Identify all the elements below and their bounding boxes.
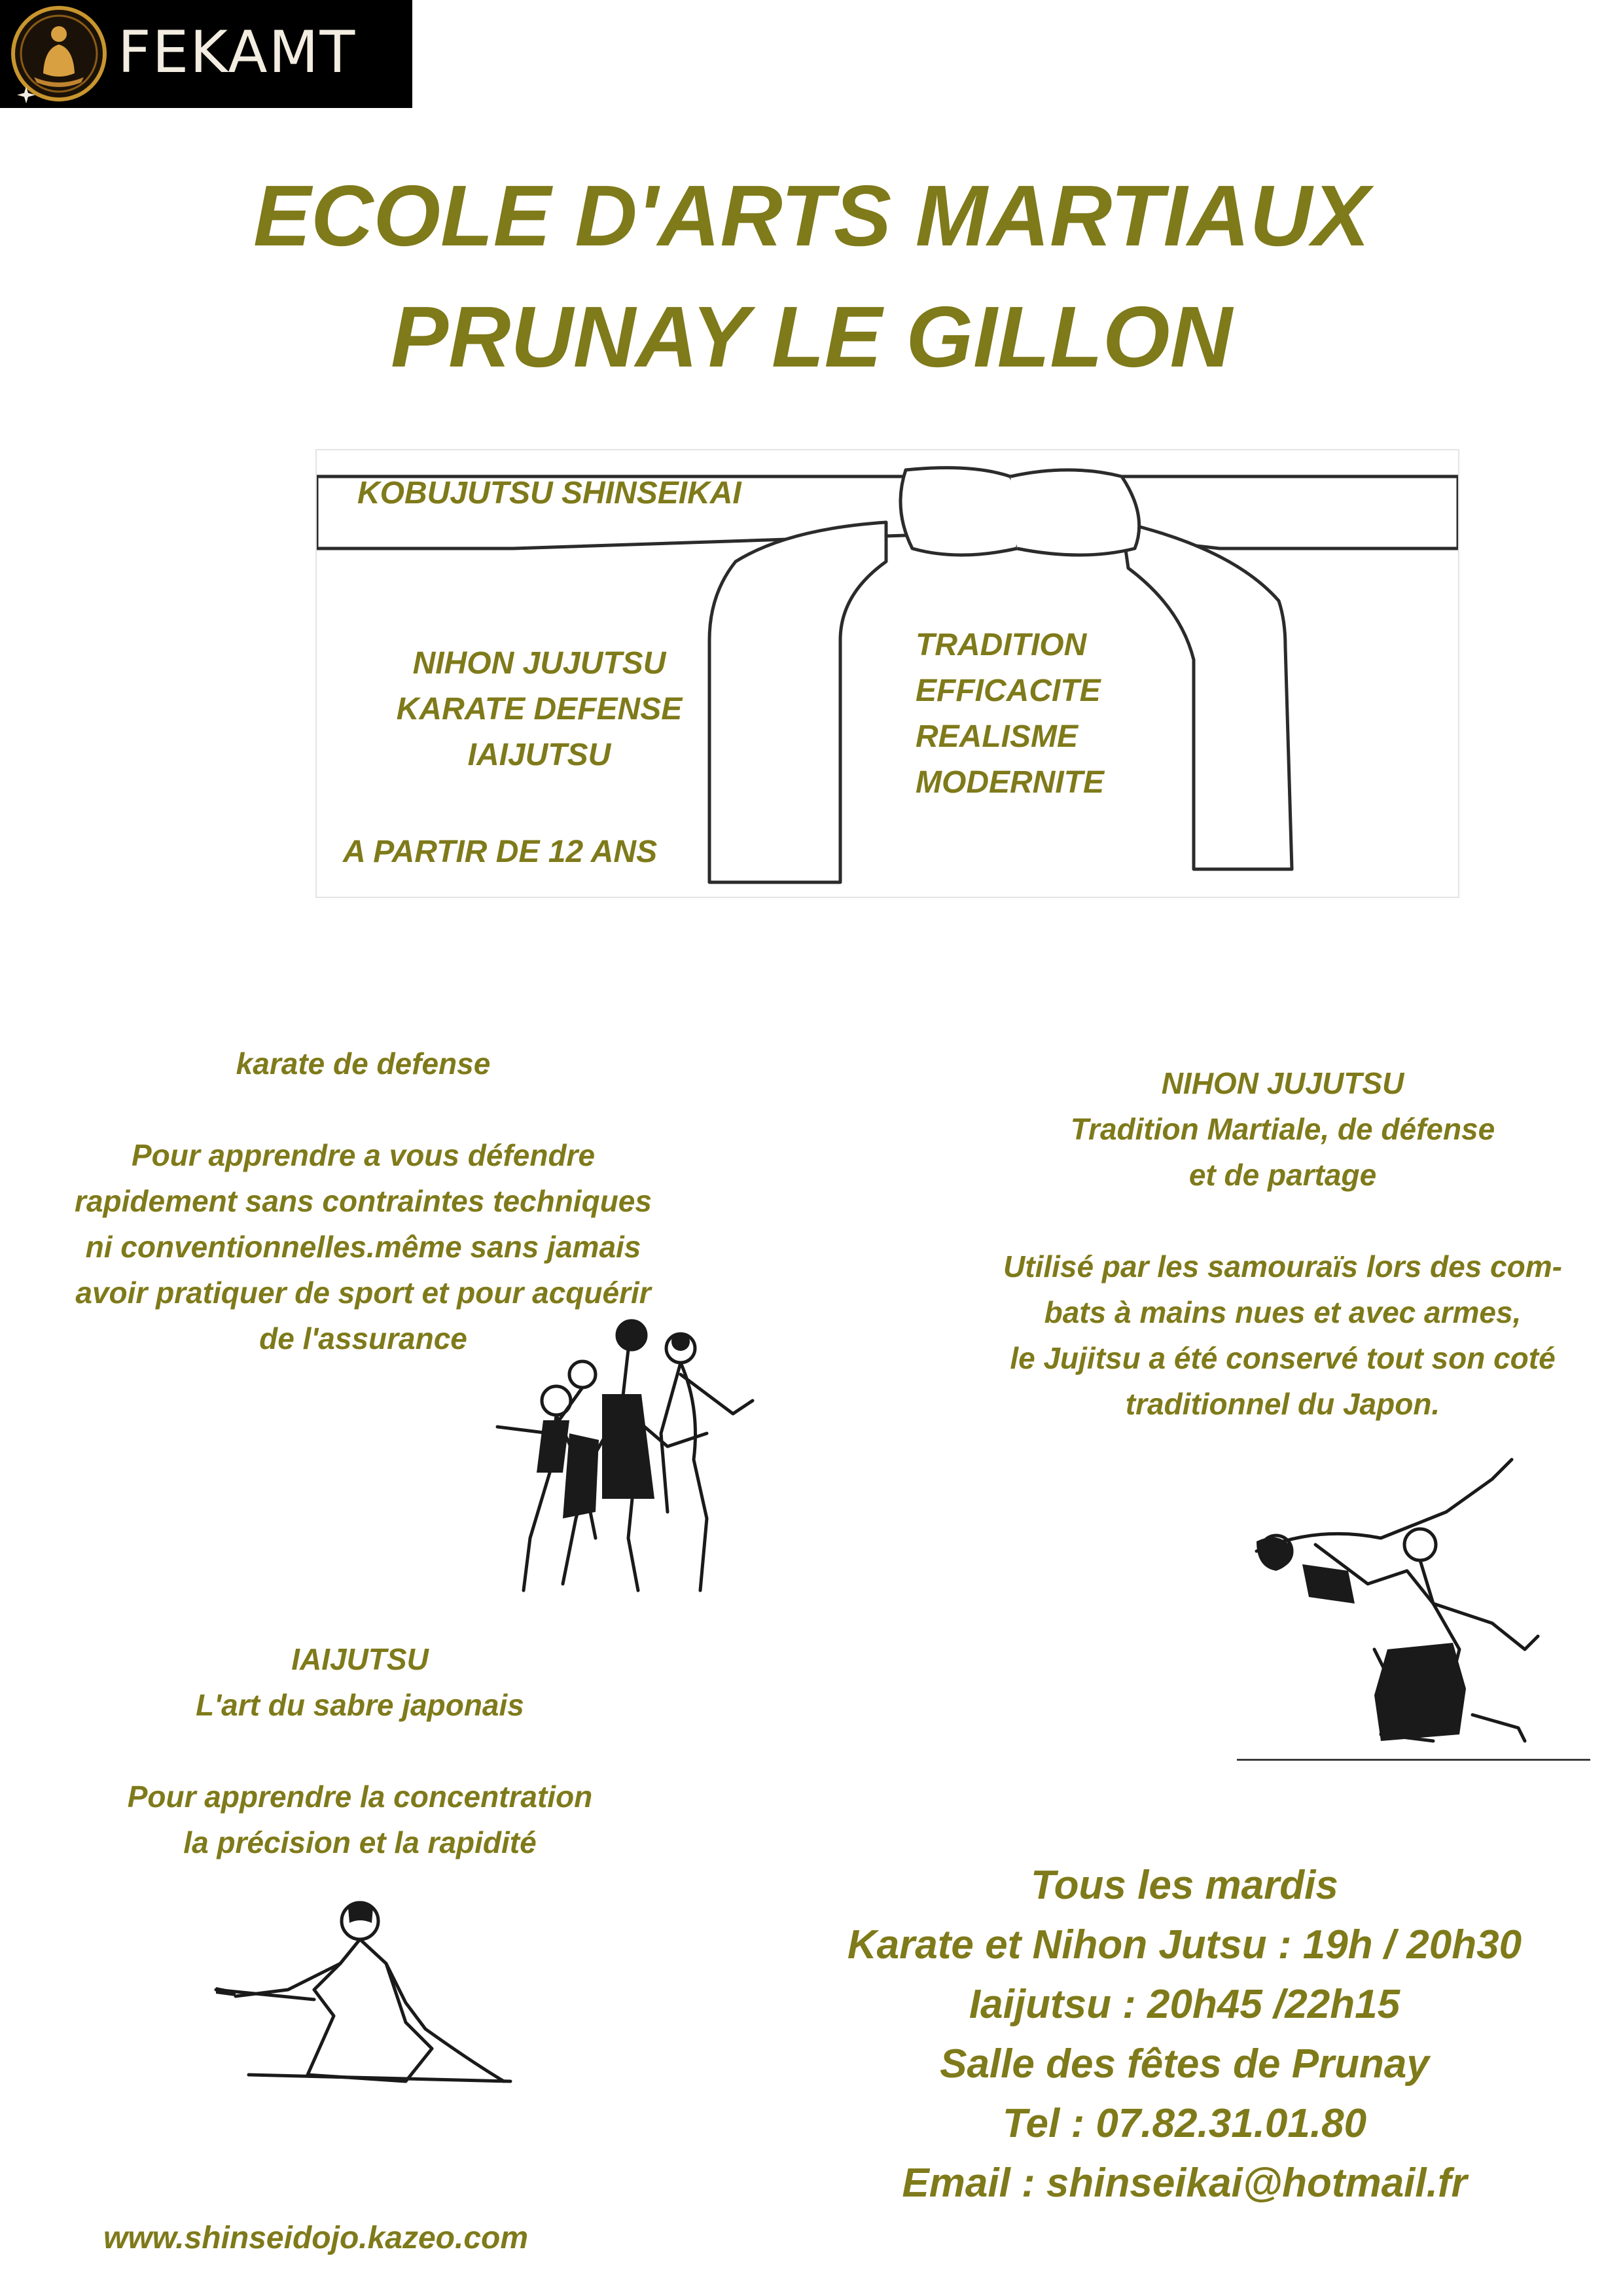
jujutsu-section — [969, 1060, 1597, 1427]
sparkle-icon — [13, 85, 39, 105]
schedule-line: Salle des fêtes de Prunay — [940, 2041, 1429, 2087]
jujutsu-line: bats à mains nues et avec armes, — [1044, 1295, 1522, 1329]
sword-practitioner-illustration — [209, 1892, 517, 2088]
logo-text: FEKAMT — [118, 18, 357, 86]
iaijutsu-line: la précision et la rapidité — [183, 1825, 537, 1859]
value-1: TRADITION — [916, 628, 1087, 662]
school-name: KOBUJUTSU SHINSEIKAI — [357, 476, 741, 511]
discipline-1: NIHON JUJUTSU — [412, 646, 666, 681]
iaijutsu-line: IAIJUTSU — [291, 1642, 429, 1676]
karate-title: karate de defense — [236, 1047, 491, 1081]
karate-line: de l'assurance — [259, 1321, 467, 1355]
iaijutsu-line: Pour apprendre la concentration — [127, 1780, 593, 1814]
iaijutsu-line: L'art du sabre japonais — [196, 1688, 524, 1722]
value-4: MODERNITE — [916, 765, 1104, 800]
page-title-line1: ECOLE D'ARTS MARTIAUX — [253, 168, 1370, 264]
karate-line: Pour apprendre a vous défendre — [131, 1138, 596, 1172]
discipline-3: IAIJUTSU — [467, 738, 611, 772]
jujutsu-line: le Jujitsu a été conservé tout son coté — [1010, 1341, 1556, 1375]
karate-line: rapidement sans contraintes techniques — [75, 1184, 652, 1218]
schedule-block — [825, 1856, 1544, 2213]
jujutsu-line: NIHON JUJUTSU — [1161, 1066, 1404, 1100]
belt-banner — [315, 449, 1459, 898]
schedule-line: Tous les mardis — [1031, 1863, 1338, 1908]
karate-line: avoir pratiquer de sport et pour acquérir — [75, 1276, 651, 1310]
value-3: REALISME — [916, 719, 1079, 754]
age-requirement: A PARTIR DE 12 ANS — [343, 834, 658, 869]
karate-line: ni conventionnelles.même sans jamais — [85, 1230, 641, 1264]
schedule-line: Tel : 07.82.31.01.80 — [1002, 2101, 1367, 2146]
schedule-line[interactable]: Email : shinseikai@hotmail.fr — [902, 2161, 1467, 2206]
jujutsu-line: et de partage — [1188, 1158, 1377, 1192]
jujutsu-line: Utilisé par les samouraïs lors des com- — [1003, 1249, 1562, 1283]
karate-fighters-illustration — [471, 1302, 759, 1604]
jujutsu-throw-illustration — [1237, 1453, 1590, 1761]
schedule-line: Karate et Nihon Jutsu : 19h / 20h30 — [847, 1922, 1522, 1967]
iaijutsu-section — [26, 1636, 694, 1865]
fekamt-logo — [0, 0, 412, 108]
value-2: EFFICACITE — [916, 673, 1101, 708]
jujutsu-line: Tradition Martiale, de défense — [1070, 1112, 1495, 1146]
discipline-2: KARATE DEFENSE — [396, 692, 683, 726]
website-link[interactable]: www.shinseidojo.kazeo.com — [103, 2221, 529, 2255]
schedule-line: Iaijutsu : 20h45 /22h15 — [969, 1982, 1400, 2027]
jujutsu-line: traditionnel du Japon. — [1125, 1387, 1440, 1421]
page-title-line2: PRUNAY LE GILLON — [391, 289, 1232, 385]
